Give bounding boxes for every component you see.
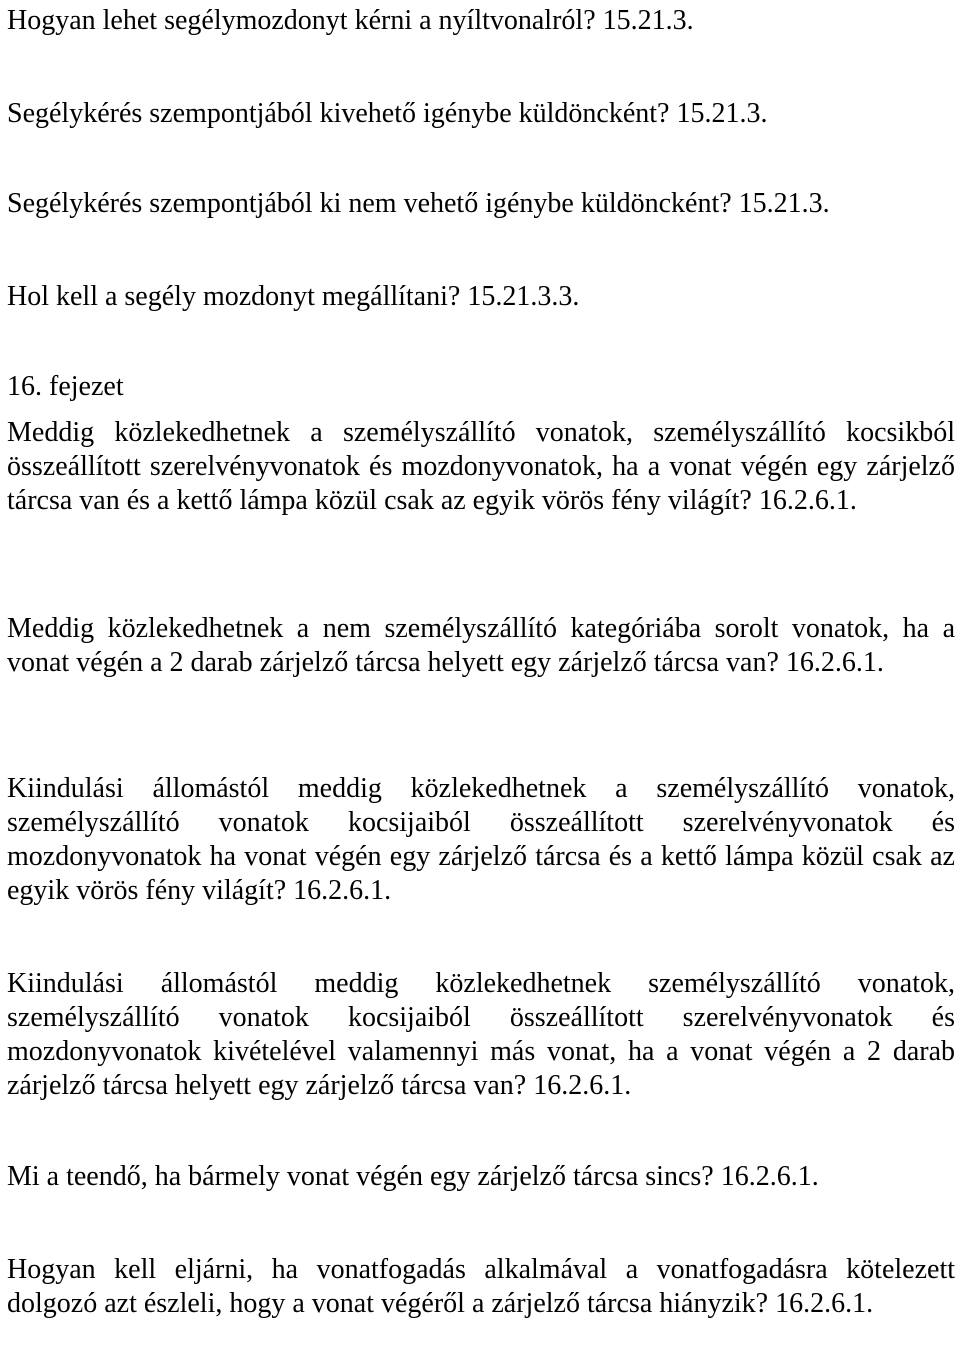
question-kuldonc-igenybe: Segélykérés szempontjából kivehető igénybe küldöncként? 15.21.3. [7, 98, 768, 129]
question-paragraph-1: Meddig közlekedhetnek a személyszállító vonatok, személyszállító kocsikból összeállított szerelvényvonatok és mozdonyvonatok, ha a vonat végén egy zárjelző tárcsa van és a kettő lámpa közül csak az egyik vörös fény világít? 16.2.6.1. [7, 417, 955, 516]
chapter-heading: 16. fejezet [7, 371, 124, 402]
question-paragraph-6: Hogyan kell eljárni, ha vonatfogadás alkalmával a vonatfogadásra kötelezett dolgozó azt észleli, hogy a vonat végéről a zárjelző tárcsa hiányzik? 16.2.6.1. [7, 1254, 955, 1319]
question-segelymozdony-megallitas: Hol kell a segély mozdonyt megállítani? 15.21.3.3. [7, 281, 580, 312]
question-paragraph-3: Kiindulási állomástól meddig közlekedhetnek a személyszállító vonatok, személyszállító vonatok kocsijaiból összeállított szerelvényvonatok és mozdonyvonatok ha vonat végén egy zárjelző tárcsa és a kettő lámpa közül csak az egyik vörös fény világít? 16.2.6.1. [7, 773, 955, 906]
question-paragraph-2: Meddig közlekedhetnek a nem személyszállító kategóriába sorolt vonatok, ha a vonat végén a 2 darab zárjelző tárcsa helyett egy zárjelző tárcsa van? 16.2.6.1. [7, 613, 955, 678]
question-segelymozdony-keres: Hogyan lehet segélymozdonyt kérni a nyíltvonalról? 15.21.3. [7, 5, 694, 36]
question-paragraph-5: Mi a teendő, ha bármely vonat végén egy zárjelző tárcsa sincs? 16.2.6.1. [7, 1161, 819, 1192]
question-paragraph-4: Kiindulási állomástól meddig közlekedhetnek személyszállító vonatok, személyszállító vonatok kocsijaiból összeállított szerelvényvonatok és mozdonyvonatok kivételével valamennyi más vonat, ha a vonat végén a 2 darab zárjelző tárcsa helyett egy zárjelző tárcsa van? 16.2.6.1. [7, 968, 955, 1101]
question-kuldonc-nem-igenybe: Segélykérés szempontjából ki nem vehető igénybe küldöncként? 15.21.3. [7, 188, 830, 219]
